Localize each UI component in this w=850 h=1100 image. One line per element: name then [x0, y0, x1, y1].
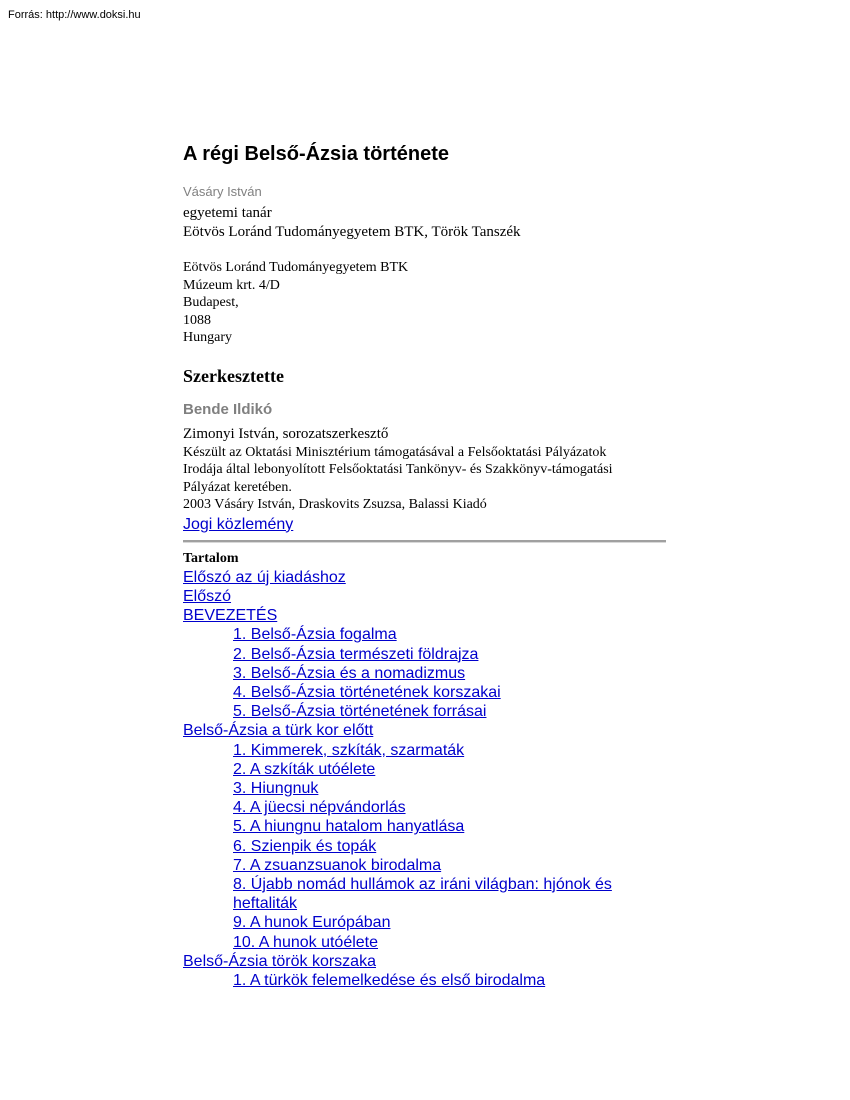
toc-item: [183, 837, 666, 856]
editor-name: Bende Ildikó: [183, 400, 273, 418]
toc-item: [183, 741, 666, 760]
credits: [183, 425, 666, 514]
toc-section-link[interactable]: 7. A zsuanzsuanok birodalma: [233, 856, 442, 874]
toc-item: [183, 875, 666, 913]
toc-item: [183, 760, 666, 779]
toc-chapter-link[interactable]: Előszó az új kiadáshoz: [183, 568, 346, 586]
toc-section-link[interactable]: 8. Újabb nomád hullámok az iráni világban: hjónok és heftaliták: [233, 875, 612, 913]
horizontal-divider: [183, 540, 666, 543]
author-name: Vásáry István: [183, 184, 262, 199]
toc-section-link[interactable]: 1. Kimmerek, szkíták, szarmaták: [233, 741, 465, 759]
author-department: Eötvös Loránd Tudományegyetem BTK, Török Tanszék: [183, 224, 521, 240]
toc-section-link[interactable]: 4. A jüecsi népvándorlás: [233, 799, 406, 817]
toc-item: [183, 933, 666, 952]
address-line: Hungary: [183, 330, 232, 345]
editors-heading: Szerkesztette: [183, 365, 284, 386]
toc-section-link[interactable]: 3. Belső-Ázsia és a nomadizmus: [233, 664, 466, 682]
funding-note-line: Irodája által lebonyolított Felsőoktatási Tankönyv- és Szakkönyv-támogatási: [183, 462, 613, 477]
source-line: Forrás: http://www.doksi.hu: [8, 9, 141, 21]
toc-section-link[interactable]: 5. A hiungnu hatalom hanyatlása: [233, 818, 465, 836]
toc-item: [183, 913, 666, 932]
toc-item: [183, 952, 666, 971]
toc-chapter-link[interactable]: Előszó: [183, 587, 232, 605]
toc-section-link[interactable]: 3. Hiungnuk: [233, 779, 319, 797]
toc-item: [183, 568, 666, 587]
document-body: [183, 140, 666, 990]
toc-section-link[interactable]: 6. Szienpik és topák: [233, 837, 377, 855]
toc-section-link[interactable]: 5. Belső-Ázsia történetének forrásai: [233, 703, 487, 721]
author-affiliation: [183, 204, 666, 242]
address-line: Eötvös Loránd Tudományegyetem BTK: [183, 260, 409, 275]
toc-chapter-link[interactable]: BEVEZETÉS: [183, 607, 278, 625]
document-title: A régi Belső-Ázsia története: [183, 143, 449, 165]
toc-section-link[interactable]: 1. A türkök felemelkedése és első birodalma: [233, 971, 546, 989]
toc-item: [183, 702, 666, 721]
toc-item: [183, 625, 666, 644]
toc-section-link[interactable]: 4. Belső-Ázsia történetének korszakai: [233, 683, 501, 701]
funding-note-line: Pályázat keretében.: [183, 479, 292, 495]
toc-section-link[interactable]: 1. Belső-Ázsia fogalma: [233, 626, 397, 644]
author-position: egyetemi tanár: [183, 205, 272, 221]
toc-item: [183, 971, 666, 990]
toc-item: [183, 817, 666, 836]
toc-item: [183, 721, 666, 740]
toc-section-link[interactable]: 2. A szkíták utóélete: [233, 760, 376, 778]
toc-item: [183, 664, 666, 683]
toc-item: [183, 798, 666, 817]
address-line: 1088: [183, 312, 211, 328]
legal-notice-link[interactable]: Jogi közlemény: [183, 515, 294, 533]
toc-section-link[interactable]: 9. A hunok Európában: [233, 914, 391, 932]
postal-address: [183, 259, 666, 347]
funding-note: [183, 444, 666, 497]
toc-chapter-link[interactable]: Belső-Ázsia török korszaka: [183, 952, 376, 970]
toc-section-link[interactable]: 10. A hunok utóélete: [233, 933, 379, 951]
series-editor: Zimonyi István, sorozatszerkesztő: [183, 425, 389, 442]
address-line: Budapest,: [183, 295, 239, 310]
toc-item: [183, 683, 666, 702]
address-line: Múzeum krt. 4/D: [183, 277, 280, 293]
toc-item: [183, 779, 666, 798]
toc-item: [183, 606, 666, 625]
funding-note-line: Készült az Oktatási Minisztérium támogatásával a Felsőoktatási Pályázatok: [183, 444, 607, 460]
table-of-contents: [183, 568, 666, 990]
toc-heading: Tartalom: [183, 550, 239, 566]
toc-chapter-link[interactable]: Belső-Ázsia a türk kor előtt: [183, 722, 374, 740]
toc-item: [183, 587, 666, 606]
toc-item: [183, 856, 666, 875]
toc-item: [183, 645, 666, 664]
copyright-line: 2003 Vásáry István, Draskovits Zsuzsa, Balassi Kiadó: [183, 497, 487, 512]
toc-section-link[interactable]: 2. Belső-Ázsia természeti földrajza: [233, 645, 479, 663]
